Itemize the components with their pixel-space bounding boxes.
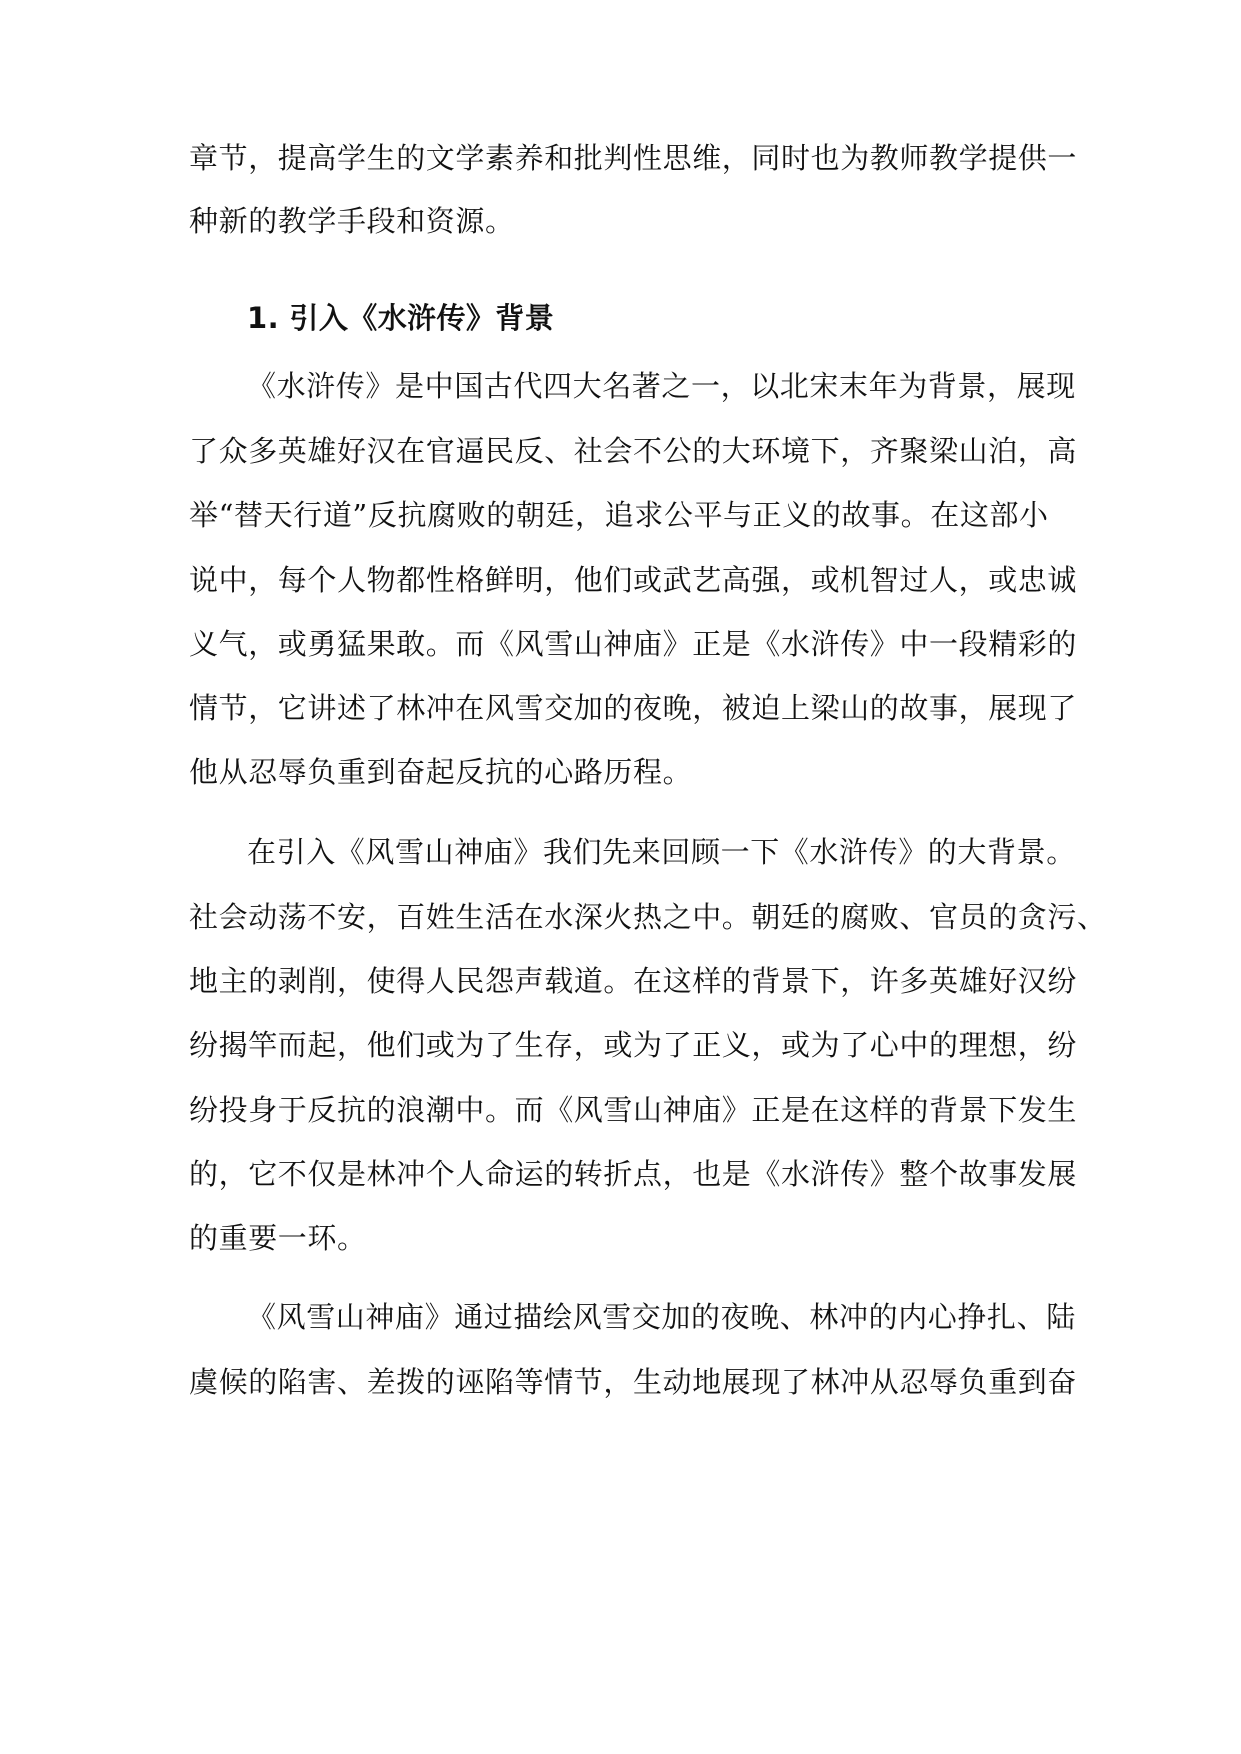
text-line: 种新的教学手段和资源。 — [189, 204, 515, 238]
section-heading: 1. 引入《水浒传》背景 — [247, 301, 555, 335]
text-line: 说中，每个人物都性格鲜明，他们或武艺高强，或机智过人，或忠诚 — [189, 563, 1078, 597]
text-line: 地主的剥削，使得人民怨声载道。在这样的背景下，许多英雄好汉纷 — [189, 964, 1078, 998]
text-line: 《风雪山神庙》通过描绘风雪交加的夜晚、林冲的内心挣扎、陆 — [247, 1300, 1076, 1334]
text-line: 举“替天行道”反抗腐败的朝廷，追求公平与正义的故事。在这部小 — [189, 498, 1049, 532]
text-line: 纷揭竿而起，他们或为了生存，或为了正义，或为了心中的理想，纷 — [189, 1028, 1078, 1062]
text-line: 情节，它讲述了林冲在风雪交加的夜晚，被迫上梁山的故事，展现了 — [189, 691, 1078, 725]
text-line: 在引入《风雪山神庙》我们先来回顾一下《水浒传》的大背景。 — [247, 835, 1076, 869]
text-line: 的，它不仅是林冲个人命运的转折点，也是《水浒传》整个故事发展 — [189, 1157, 1078, 1191]
text-line: 《水浒传》是中国古代四大名著之一，以北宋末年为背景，展现 — [247, 369, 1076, 403]
text-line: 社会动荡不安，百姓生活在水深火热之中。朝廷的腐败、官员的贪污、 — [189, 900, 1107, 934]
text-line: 虞候的陷害、差拨的诬陷等情节，生动地展现了林冲从忍辱负重到奋 — [189, 1365, 1078, 1399]
text-line: 他从忍辱负重到奋起反抗的心路历程。 — [189, 755, 693, 789]
text-line: 了众多英雄好汉在官逼民反、社会不公的大环境下，齐聚梁山泊，高 — [189, 434, 1078, 468]
text-line: 义气，或勇猛果敢。而《风雪山神庙》正是《水浒传》中一段精彩的 — [189, 627, 1078, 661]
text-line: 章节，提高学生的文学素养和批判性思维，同时也为教师教学提供一 — [189, 141, 1078, 175]
text-line: 纷投身于反抗的浪潮中。而《风雪山神庙》正是在这样的背景下发生 — [189, 1093, 1078, 1127]
text-line: 的重要一环。 — [189, 1221, 367, 1255]
